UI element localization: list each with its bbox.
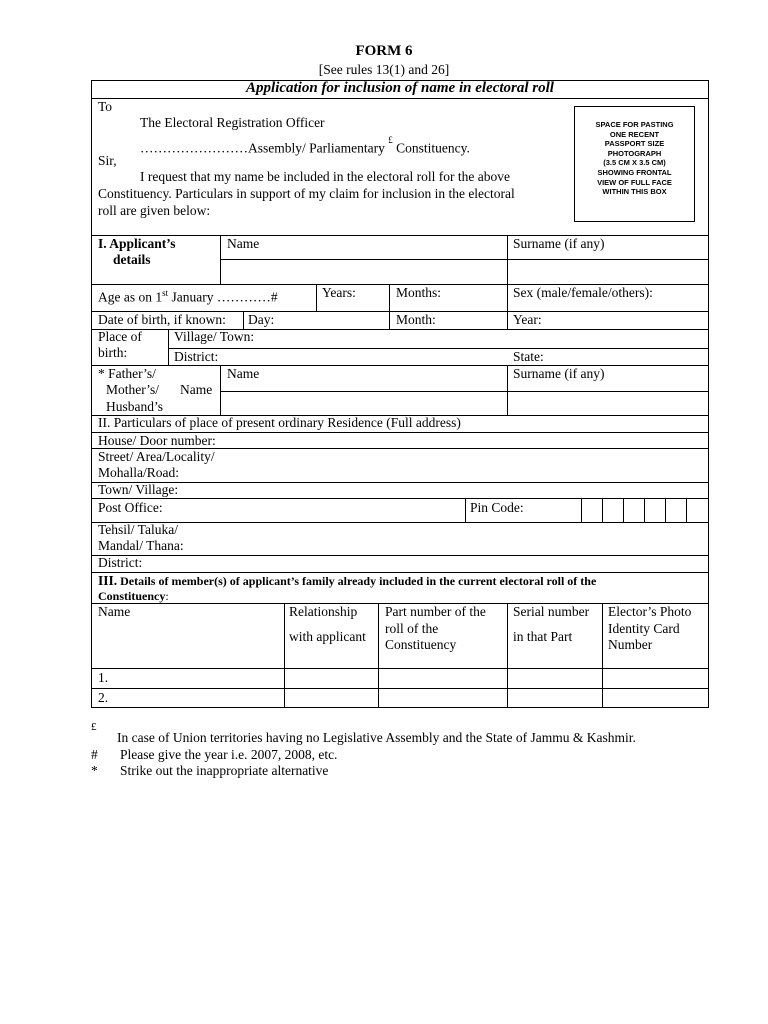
residence-district-field[interactable]: District: <box>98 555 143 570</box>
officer-label: The Electoral Registration Officer <box>140 115 325 130</box>
footnote-pound-text: In case of Union territories having no Legislative Assembly and the State of Jammu & Kashmir. <box>117 730 636 745</box>
col-serial-header-2: in that Part <box>513 629 573 644</box>
section1-heading-2: details <box>113 252 151 267</box>
section3-heading: III. Details of member(s) of applicant’s family already included in the current electoral roll of the <box>98 573 597 588</box>
col-part-header-3: Constituency <box>385 637 457 652</box>
age-label: Age as on 1st January …………# <box>98 288 278 305</box>
relation-surname-label: Surname (if any) <box>513 366 605 381</box>
col-part-header: Part number of the <box>385 604 486 619</box>
rule <box>168 348 709 349</box>
sir-label: Sir, <box>98 153 117 168</box>
rule <box>389 284 390 329</box>
pin-code-label: Pin Code: <box>470 500 524 515</box>
footnote-star-text: Strike out the inappropriate alternative <box>120 763 329 778</box>
footnote-pound-symbol: £ <box>91 721 97 733</box>
relation-label-2: Mother’s/ <box>106 382 159 397</box>
tehsil-field-2[interactable]: Mandal/ Thana: <box>98 538 184 553</box>
rule <box>91 522 709 523</box>
request-line-2: Constituency. Particulars in support of my claim for inclusion in the electoral <box>98 186 515 201</box>
col-relationship-header: Relationship <box>289 604 358 619</box>
footnote-hash-text: Please give the year i.e. 2007, 2008, etc. <box>120 747 338 762</box>
section2-heading: II. Particulars of place of present ordinary Residence (Full address) <box>98 415 461 430</box>
request-line-1: I request that my name be included in the electoral roll for the above <box>140 169 510 184</box>
place-of-birth-label: Place of <box>98 329 142 344</box>
town-village-field[interactable]: Town/ Village: <box>98 482 179 497</box>
pin-digit-box[interactable] <box>623 498 645 522</box>
street-field-2[interactable]: Mohalla/Road: <box>98 465 179 480</box>
village-town-field[interactable]: Village/ Town: <box>174 329 255 344</box>
sex-field[interactable]: Sex (male/female/others): <box>513 285 653 300</box>
relation-name-label: Name <box>227 366 260 381</box>
rule <box>284 603 285 708</box>
constituency-line: ……………………Assembly/ Parliamentary £ Constituency. <box>140 135 470 156</box>
col-relationship-header-2: with applicant <box>289 629 366 644</box>
col-part-header-2: roll of the <box>385 621 439 636</box>
pin-digit-box[interactable] <box>644 498 666 522</box>
rule <box>91 668 709 669</box>
form-number: FORM 6 <box>355 43 413 59</box>
rule <box>378 603 379 708</box>
photo-box[interactable]: SPACE FOR PASTING ONE RECENT PASSPORT SIZE PHOTOGRAPH (3.5 CM X 3.5 CM) SHOWING FRONTAL VIEW OF FULL FACE WITHIN THIS BOX <box>574 106 695 222</box>
col-epic-header: Elector’s Photo <box>608 604 692 619</box>
name-field[interactable] <box>221 260 506 283</box>
dob-month-field[interactable]: Month: <box>396 312 436 327</box>
relation-label-name: Name <box>180 382 213 397</box>
pin-digit-box[interactable] <box>686 498 709 522</box>
months-field[interactable]: Months: <box>396 285 442 300</box>
request-line-3: roll are given below: <box>98 203 211 218</box>
name-label: Name <box>227 236 260 251</box>
rule <box>602 603 603 708</box>
relation-label: * Father’s/ <box>98 366 156 381</box>
rule <box>91 235 709 236</box>
pin-digit-box[interactable] <box>665 498 687 522</box>
pin-digit-box[interactable] <box>602 498 624 522</box>
pin-digit-box[interactable] <box>581 498 603 522</box>
surname-label: Surname (if any) <box>513 236 605 251</box>
col-name-header: Name <box>98 604 131 619</box>
street-field[interactable]: Street/ Area/Locality/ <box>98 449 215 464</box>
birth-district-field[interactable]: District: <box>174 349 219 364</box>
footnote-star-symbol: * <box>91 763 98 778</box>
house-number-field[interactable]: House/ Door number: <box>98 433 216 448</box>
surname-field[interactable] <box>508 260 708 283</box>
footnote-hash-symbol: # <box>91 747 98 762</box>
dob-day-field[interactable]: Day: <box>248 312 275 327</box>
years-field[interactable]: Years: <box>322 285 356 300</box>
rule <box>91 482 709 483</box>
to-label: To <box>98 99 113 114</box>
relation-label-3: Husband’s <box>106 399 163 414</box>
tehsil-field[interactable]: Tehsil/ Taluka/ <box>98 522 178 537</box>
rule <box>507 284 508 329</box>
family-row-2[interactable]: 2. <box>98 690 109 705</box>
rule <box>507 603 508 708</box>
relation-name-field[interactable] <box>221 392 506 414</box>
rule <box>91 365 709 366</box>
rule <box>316 284 317 311</box>
rule <box>91 688 709 689</box>
rules-reference: [See rules 13(1) and 26] <box>318 62 450 77</box>
rule <box>168 329 169 365</box>
rule <box>243 311 244 329</box>
post-office-field[interactable]: Post Office: <box>98 500 163 515</box>
col-epic-header-2: Identity Card <box>608 621 680 636</box>
rule <box>465 498 466 522</box>
title-rule <box>91 98 709 99</box>
dob-label: Date of birth, if known: <box>98 312 226 327</box>
section3-heading-2: Constituency: <box>98 589 169 603</box>
rule <box>91 555 709 556</box>
birth-state-field[interactable]: State: <box>513 349 544 364</box>
col-epic-header-3: Number <box>608 637 653 652</box>
relation-surname-field[interactable] <box>508 392 708 414</box>
form-title: Application for inclusion of name in electoral roll <box>246 80 554 96</box>
family-row-1[interactable]: 1. <box>98 670 109 685</box>
col-serial-header: Serial number <box>513 604 590 619</box>
section1-heading: I. Applicant’s <box>98 236 176 251</box>
place-of-birth-label-2: birth: <box>98 345 128 360</box>
dob-year-field[interactable]: Year: <box>513 312 542 327</box>
